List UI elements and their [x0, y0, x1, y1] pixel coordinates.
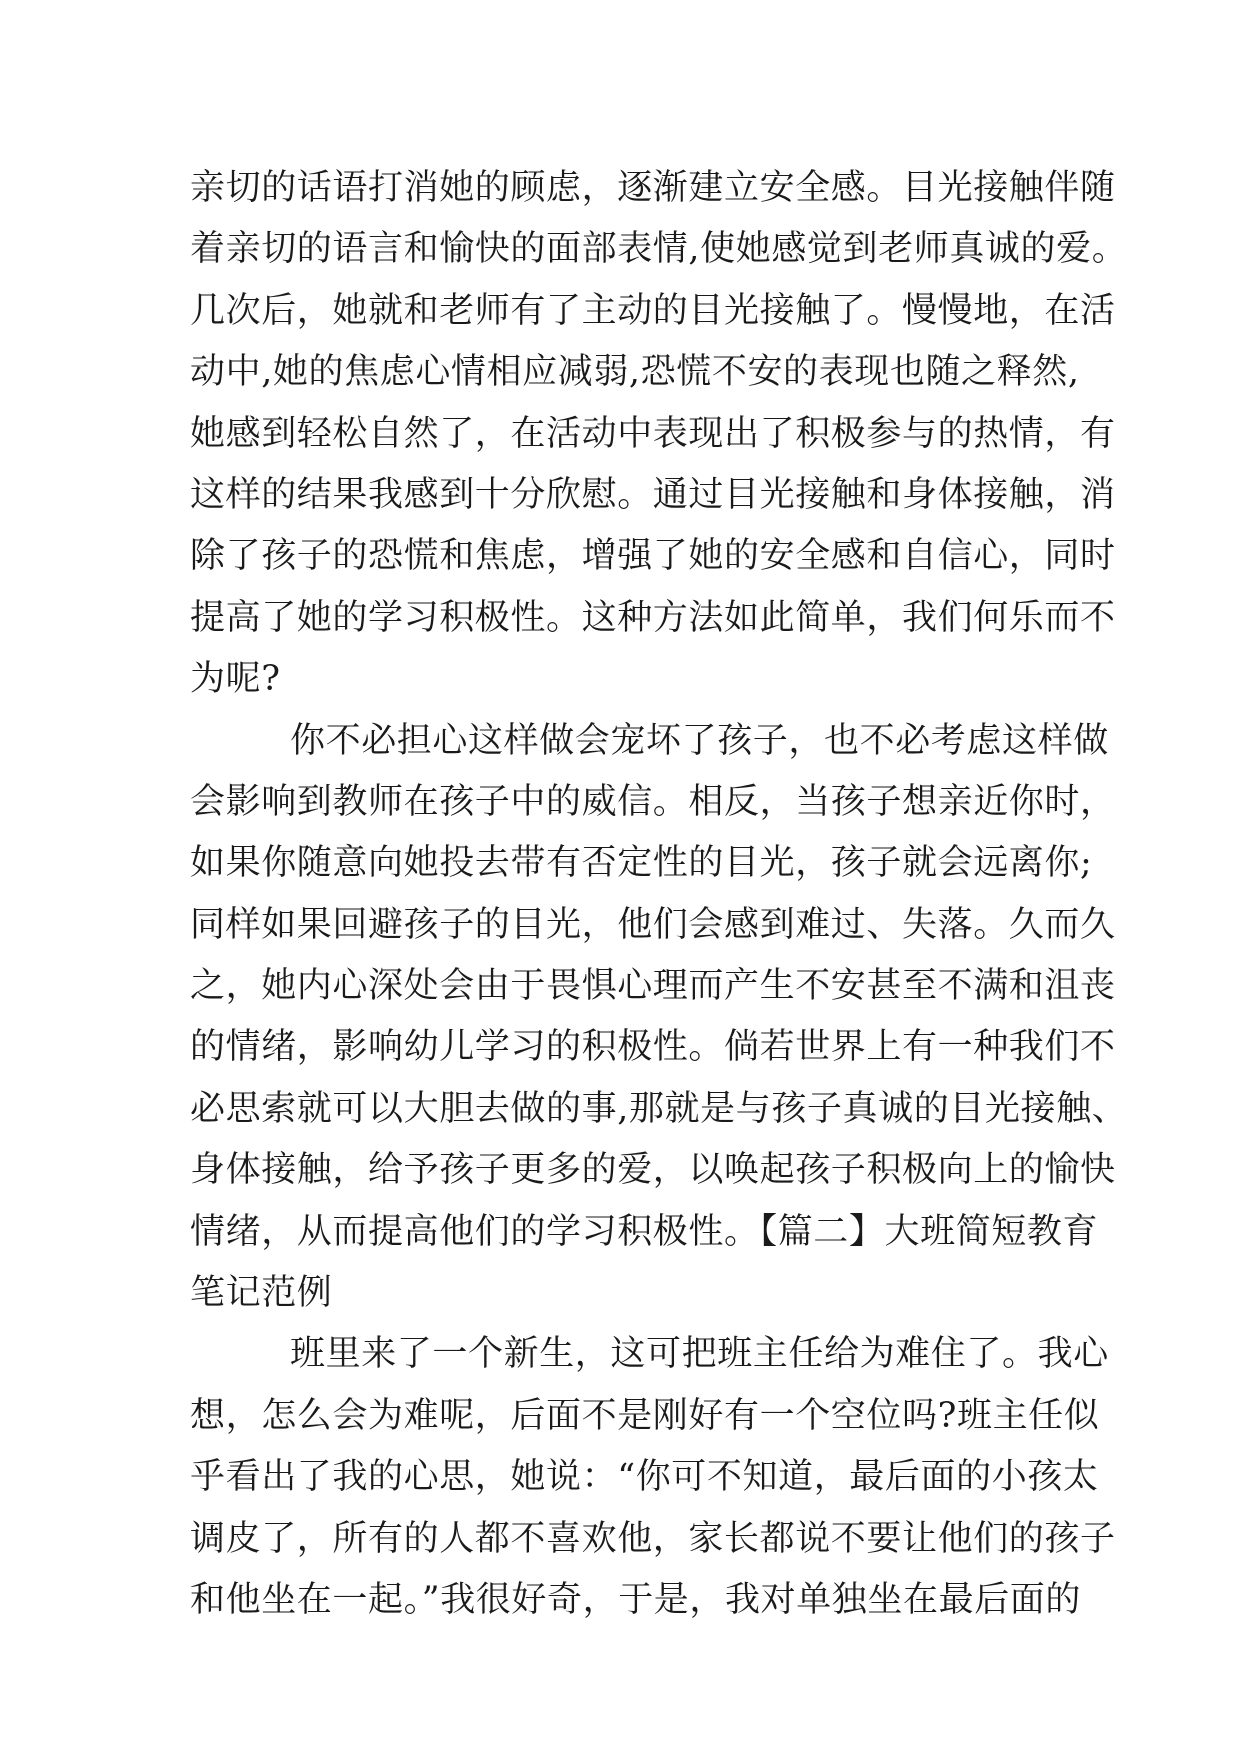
text-line: 她感到轻松自然了，在活动中表现出了积极参与的热情，有	[190, 413, 1116, 454]
body-text	[190, 158, 1128, 1631]
text-line: 身体接触，给予孩子更多的爱，以唤起孩子积极向上的愉快	[190, 1150, 1116, 1191]
text-line: 动中,她的焦虑心情相应减弱,恐慌不安的表现也随之释然,	[190, 352, 1080, 393]
text-line: 几次后，她就和老师有了主动的目光接触了。慢慢地，在活	[190, 290, 1116, 331]
text-line: 会影响到教师在孩子中的威信。相反，当孩子想亲近你时，	[190, 781, 1116, 822]
text-line: 想，怎么会为难呢，后面不是刚好有一个空位吗?班主任似	[190, 1395, 1100, 1436]
paragraph-1	[190, 158, 1128, 711]
text-line: 调皮了，所有的人都不喜欢他，家长都说不要让他们的孩子	[190, 1518, 1116, 1559]
text-line: 必思索就可以大胆去做的事,那就是与孩子真诚的目光接触、	[190, 1088, 1128, 1129]
paragraph-3	[190, 1324, 1116, 1631]
text-line: 班里来了一个新生，这可把班主任给为难住了。我心	[290, 1334, 1109, 1375]
text-line: 同样如果回避孩子的目光，他们会感到难过、失落。久而久	[190, 904, 1116, 945]
text-line: 的情绪，影响幼儿学习的积极性。倘若世界上有一种我们不	[190, 1027, 1116, 1068]
text-line: 提高了她的学习积极性。这种方法如此简单，我们何乐而不	[190, 597, 1116, 638]
text-line: 之，她内心深处会由于畏惧心理而产生不安甚至不满和沮丧	[190, 966, 1116, 1007]
text-line: 这样的结果我感到十分欣慰。通过目光接触和身体接触，消	[190, 474, 1116, 515]
text-line: 你不必担心这样做会宠坏了孩子，也不必考虑这样做	[290, 720, 1109, 761]
text-line: 情绪，从而提高他们的学习积极性。【篇二】大班简短教育	[190, 1211, 1099, 1252]
text-line: 亲切的话语打消她的顾虑，逐渐建立安全感。目光接触伴随	[190, 168, 1116, 208]
text-line: 着亲切的语言和愉快的面部表情,使她感觉到老师真诚的爱。	[190, 229, 1128, 270]
text-line: 除了孩子的恐慌和焦虑，增强了她的安全感和自信心，同时	[190, 536, 1116, 577]
text-line: 为呢?	[190, 659, 281, 700]
text-line: 笔记范例	[190, 1273, 333, 1314]
paragraph-2	[190, 711, 1128, 1325]
text-line: 和他坐在一起。”我很好奇，于是，我对单独坐在最后面的	[190, 1579, 1081, 1620]
text-line: 如果你随意向她投去带有否定性的目光，孩子就会远离你;	[190, 843, 1093, 884]
text-line: 乎看出了我的心思，她说：“你可不知道，最后面的小孩太	[190, 1457, 1099, 1498]
